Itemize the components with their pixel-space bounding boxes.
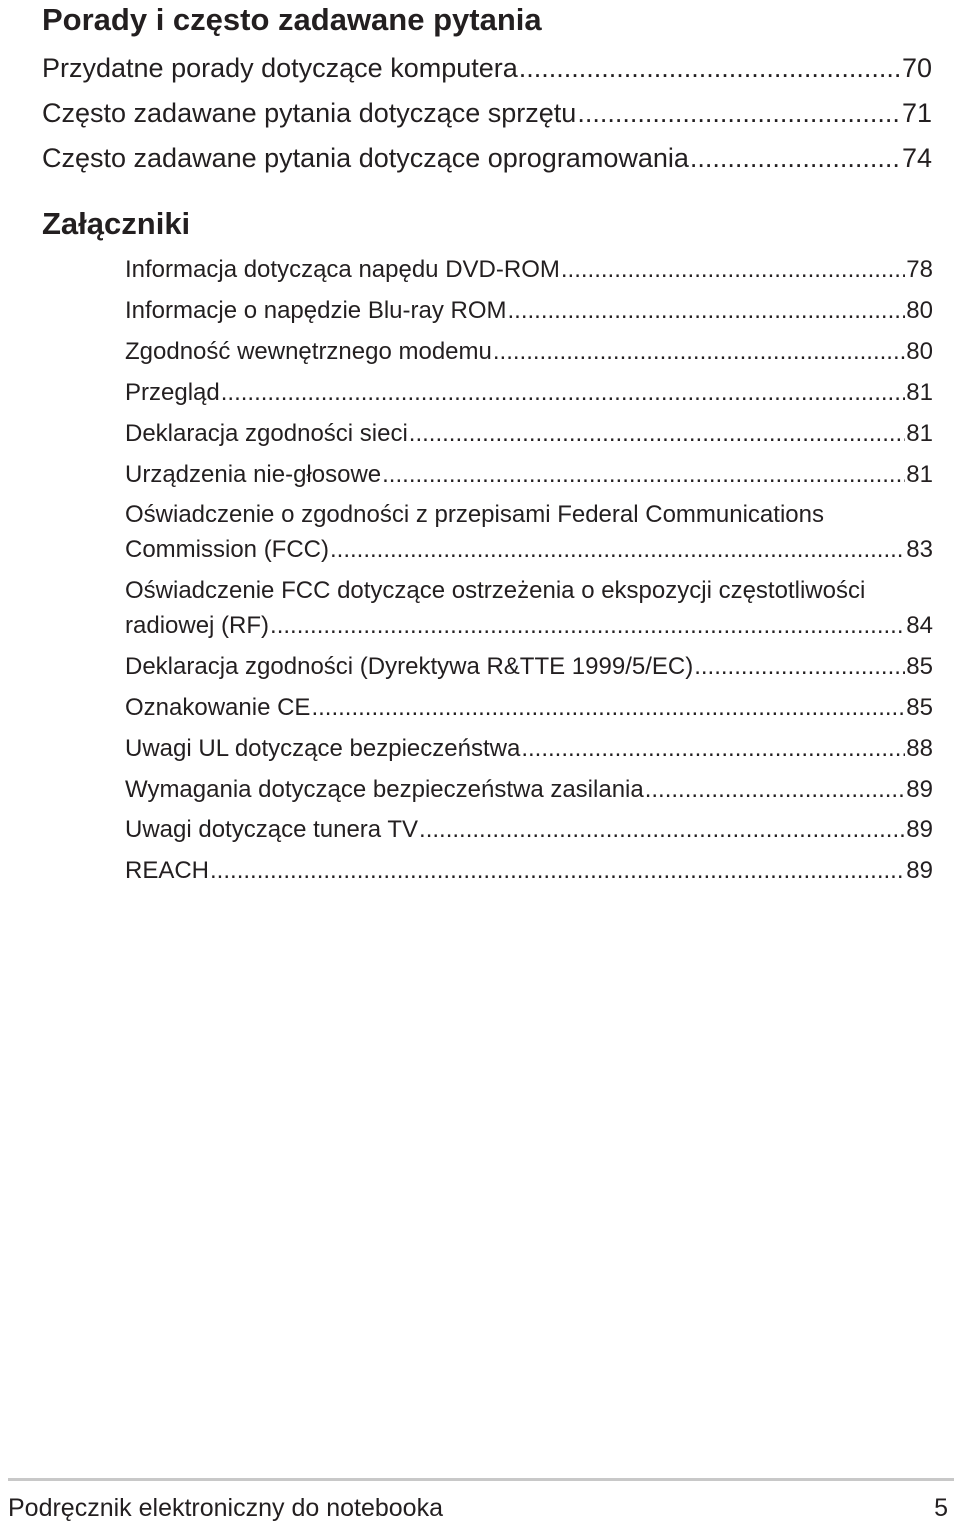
toc-entry[interactable] <box>125 335 933 369</box>
toc-entry[interactable] <box>125 376 933 410</box>
dot-leader <box>508 294 906 328</box>
toc-entry-page: 81 <box>906 379 933 406</box>
toc-entry-page: 81 <box>906 461 933 488</box>
toc-entry-page: 81 <box>906 420 933 447</box>
toc-entry-title: Uwagi dotyczące tunera TV <box>125 816 419 843</box>
toc-entry[interactable] <box>42 138 932 178</box>
toc-entry[interactable] <box>125 650 933 684</box>
toc-entry-page: 89 <box>906 816 933 843</box>
toc-entry-title: Przydatne porady dotyczące komputera <box>42 53 518 83</box>
toc-entry-page: 70 <box>901 53 932 83</box>
toc-entry-title-line1: Oświadczenie o zgodności z przepisami Federal Communications <box>125 501 824 528</box>
toc-entry-title: Często zadawane pytania dotyczące oprogramowania <box>42 143 689 173</box>
toc-entry-title: Commission (FCC) <box>125 536 329 563</box>
toc-entry-title: Informacje o napędzie Blu-ray ROM <box>125 297 507 324</box>
toc-entry-page: 85 <box>906 694 933 721</box>
toc-entry-page: 74 <box>901 143 932 173</box>
dot-leader <box>577 93 901 133</box>
dot-leader <box>493 335 905 369</box>
section-heading-faq: Porady i często zadawane pytania <box>42 2 542 37</box>
toc-entry-page: 85 <box>906 653 933 680</box>
dot-leader <box>311 691 905 725</box>
toc-entry-title: Często zadawane pytania dotyczące sprzętu <box>42 98 577 128</box>
toc-entry-page: 78 <box>906 256 933 283</box>
toc-entry-title: radiowej (RF) <box>125 612 270 639</box>
toc-entry-page: 80 <box>906 338 933 365</box>
toc-entry-title: Przegląd <box>125 379 220 406</box>
toc-entry-page: 80 <box>906 297 933 324</box>
dot-leader <box>690 138 901 178</box>
toc-entry-title: Uwagi UL dotyczące bezpieczeństwa <box>125 735 521 762</box>
dot-leader <box>519 48 901 88</box>
dot-leader <box>645 773 906 807</box>
toc-entry[interactable] <box>125 773 933 807</box>
footer-page-number: 5 <box>934 1494 948 1522</box>
toc-entry[interactable] <box>125 253 933 287</box>
toc-entry-title: Informacja dotycząca napędu DVD-ROM <box>125 256 560 283</box>
toc-entry[interactable] <box>42 93 932 133</box>
toc-entry-title: Wymagania dotyczące bezpieczeństwa zasilania <box>125 776 644 803</box>
toc-entry-page: 89 <box>906 776 933 803</box>
toc-entry[interactable] <box>125 854 933 888</box>
toc-entry-title: Zgodność wewnętrznego modemu <box>125 338 492 365</box>
toc-entry-page: 83 <box>906 536 933 563</box>
footer-divider <box>8 1478 954 1481</box>
dot-leader <box>409 417 906 451</box>
toc-entry[interactable] <box>125 417 933 451</box>
toc-entry-title: REACH <box>125 857 210 884</box>
dot-leader <box>330 533 905 567</box>
toc-entry-page: 88 <box>906 735 933 762</box>
toc-entry-title: Urządzenia nie-głosowe <box>125 461 382 488</box>
dot-leader <box>270 609 905 643</box>
toc-entry[interactable] <box>42 48 932 88</box>
section-heading-appendices: Załączniki <box>42 206 191 241</box>
dot-leader <box>221 376 906 410</box>
dot-leader <box>521 732 905 766</box>
toc-entry[interactable] <box>125 691 933 725</box>
dot-leader <box>694 650 905 684</box>
toc-entry[interactable] <box>125 533 933 567</box>
dot-leader <box>210 854 905 888</box>
toc-entry[interactable] <box>125 609 933 643</box>
toc-entry[interactable] <box>125 458 933 492</box>
toc-entry-title: Oznakowanie CE <box>125 694 311 721</box>
footer-document-title: Podręcznik elektroniczny do notebooka <box>8 1494 443 1522</box>
toc-entry-page: 89 <box>906 857 933 884</box>
toc-entry-page: 71 <box>901 98 932 128</box>
toc-entry-page: 84 <box>906 612 933 639</box>
toc-entry-title: Deklaracja zgodności (Dyrektywa R&TTE 1999/5/EC) <box>125 653 694 680</box>
toc-entry[interactable] <box>125 732 933 766</box>
toc-entry[interactable] <box>125 813 933 847</box>
dot-leader <box>561 253 905 287</box>
dot-leader <box>382 458 905 492</box>
toc-entry-title: Deklaracja zgodności sieci <box>125 420 408 447</box>
toc-entry-title-line1: Oświadczenie FCC dotyczące ostrzeżenia o ekspozycji częstotliwości <box>125 577 866 604</box>
dot-leader <box>419 813 905 847</box>
toc-entry[interactable] <box>125 294 933 328</box>
